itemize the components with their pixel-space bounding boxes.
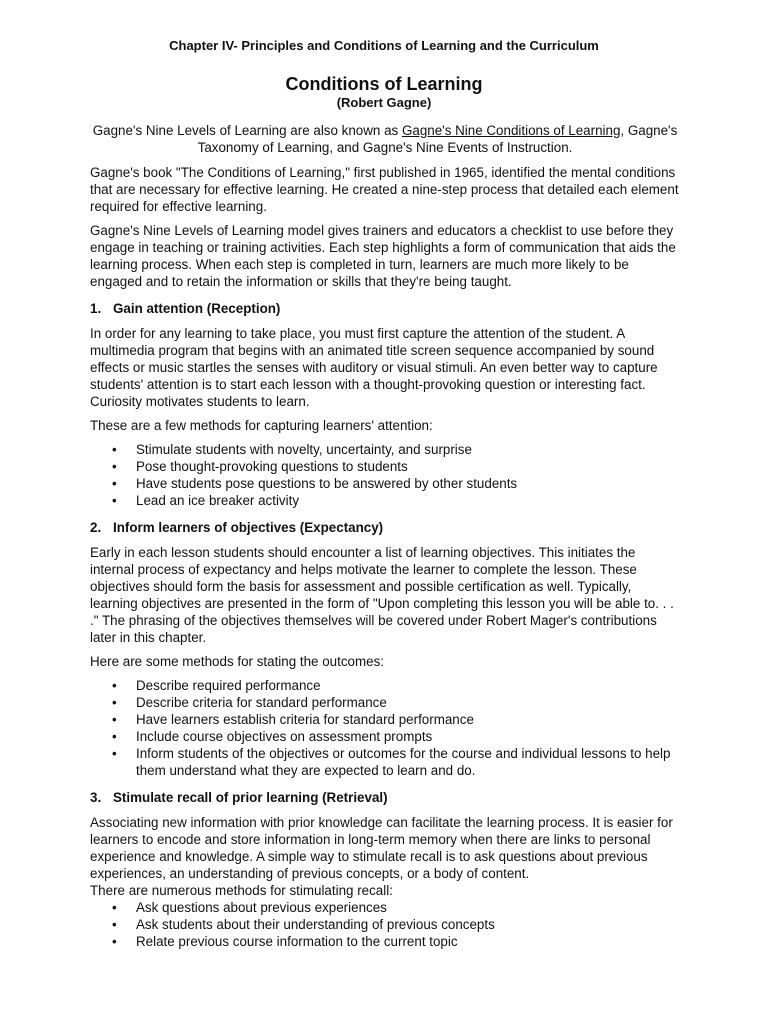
section-title: Inform learners of objectives (Expectancy)	[113, 520, 384, 535]
list-item	[90, 475, 680, 492]
bullet-list	[90, 441, 680, 509]
section-body: In order for any learning to take place, you must first capture the attention of the student. A multimedia program that begins with an animated title screen sequence accompanied by sound effects or music startles the senses with auditory or visual stimuli. An even better way to capture students' attention is to start each lesson with a thought-provoking question or interesting fact. Curiosity motivates students to learn.	[90, 326, 658, 409]
list-item	[90, 899, 680, 916]
page-subtitle: (Robert Gagne)	[336, 95, 432, 110]
section-body: Associating new information with prior knowledge can facilitate the learning process. It is easier for learners to encode and store information in long-term memory when there are links to personal experience and knowledge. A simple way to stimulate recall is to ask questions about previous experiences, an understanding of previous concepts, or a body of content.	[90, 815, 673, 881]
paragraph: Gagne's Nine Levels of Learning model gives trainers and educators a checklist to use before they engage in teaching or training activities. Each step highlights a form of communication that aids the learning process. When each step is completed in turn, learners are much more likely to be engaged and to retain the information or skills that they're being taught.	[90, 223, 676, 289]
bullet-list	[90, 677, 680, 779]
list-item-text: Ask students about their understanding of previous concepts	[136, 917, 495, 932]
bullet-list	[90, 899, 680, 950]
list-item-text: Inform students of the objectives or outcomes for the course and individual lessons to help them understand what they are expected to learn and do.	[136, 746, 671, 778]
bullet-icon: •	[112, 900, 117, 915]
section-heading	[90, 789, 680, 806]
list-item-text: Pose thought-provoking questions to students	[136, 459, 408, 474]
bullet-icon: •	[112, 459, 117, 474]
bullet-icon: •	[112, 678, 117, 693]
section-title: Stimulate recall of prior learning (Retrieval)	[113, 790, 388, 805]
list-item	[90, 458, 680, 475]
bullet-icon: •	[112, 729, 117, 744]
list-item-text: Relate previous course information to the current topic	[136, 934, 458, 949]
list-item	[90, 711, 680, 728]
gagne-conditions-link[interactable]: Gagne's Nine Conditions of Learning	[401, 123, 621, 138]
intro-text-after: , Gagne's Taxonomy of Learning, and Gagne's Nine Events of Instruction.	[197, 123, 678, 155]
intro-text-before: Gagne's Nine Levels of Learning are also known as	[92, 123, 402, 138]
section-title: Gain attention (Reception)	[113, 301, 281, 316]
bullet-icon: •	[112, 442, 117, 457]
section-lead: There are numerous methods for stimulating recall:	[90, 883, 393, 898]
page-title: Conditions of Learning	[285, 74, 483, 94]
bullet-icon: •	[112, 712, 117, 727]
list-item	[90, 933, 680, 950]
document-body	[90, 122, 680, 960]
list-item	[90, 745, 680, 779]
section-number: 2.	[90, 520, 102, 535]
section-heading	[90, 300, 680, 317]
bullet-icon: •	[112, 695, 117, 710]
chapter-heading: Chapter IV- Principles and Conditions of Learning and the Curriculum	[169, 38, 599, 53]
list-item	[90, 728, 680, 745]
list-item-text: Describe required performance	[136, 678, 321, 693]
list-item-text: Lead an ice breaker activity	[136, 493, 300, 508]
section-number: 1.	[90, 301, 102, 316]
section-lead: These are a few methods for capturing learners' attention:	[90, 418, 433, 433]
list-item-text: Ask questions about previous experiences	[136, 900, 387, 915]
section-lead: Here are some methods for stating the outcomes:	[90, 654, 384, 669]
list-item-text: Have learners establish criteria for standard performance	[136, 712, 474, 727]
bullet-icon: •	[112, 917, 117, 932]
list-item-text: Include course objectives on assessment prompts	[136, 729, 433, 744]
bullet-icon: •	[112, 746, 117, 761]
section-body: Early in each lesson students should encounter a list of learning objectives. This initiates the internal process of expectancy and helps motivate the learner to complete the lesson. These objectives should form the basis for assessment and possible certification as well. Typically, learning objectives are presented in the form of "Upon completing this lesson you will be able to. . . ." The phrasing of the objectives themselves will be covered under Robert Mager's contributions later in this chapter.	[90, 545, 674, 645]
section-heading	[90, 519, 680, 536]
section-number: 3.	[90, 790, 102, 805]
list-item-text: Have students pose questions to be answered by other students	[136, 476, 518, 491]
list-item	[90, 441, 680, 458]
paragraph: Gagne's book "The Conditions of Learning," first published in 1965, identified the mental conditions that are necessary for effective learning. He created a nine-step process that detailed each element required for effective learning.	[90, 165, 679, 214]
bullet-icon: •	[112, 476, 117, 491]
list-item-text: Stimulate students with novelty, uncertainty, and surprise	[136, 442, 472, 457]
list-item	[90, 677, 680, 694]
bullet-icon: •	[112, 493, 117, 508]
list-item	[90, 492, 680, 509]
intro-paragraph	[90, 122, 680, 156]
bullet-icon: •	[112, 934, 117, 949]
list-item-text: Describe criteria for standard performance	[136, 695, 387, 710]
list-item	[90, 916, 680, 933]
list-item	[90, 694, 680, 711]
